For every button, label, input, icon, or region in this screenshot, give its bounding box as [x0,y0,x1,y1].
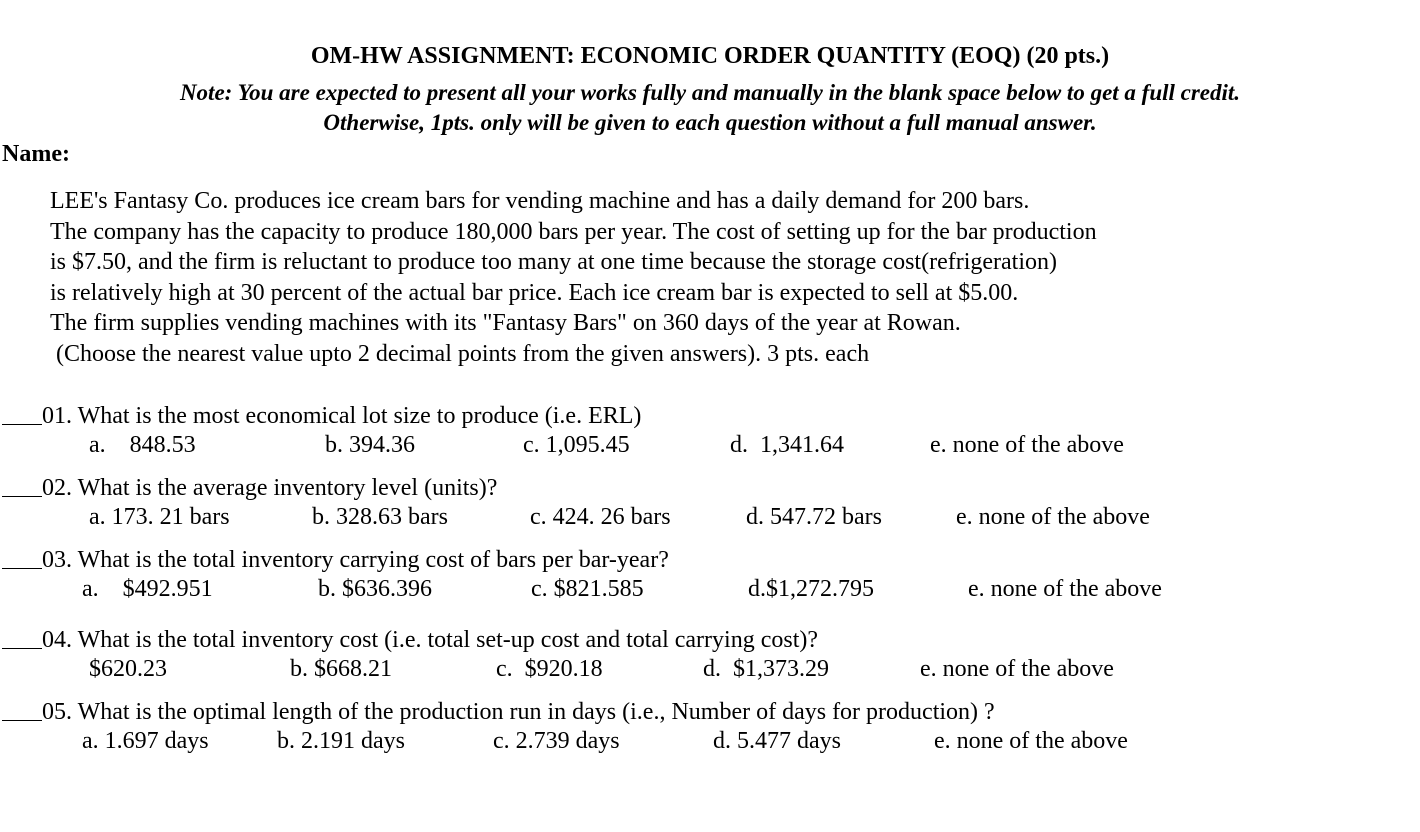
question-04 [0,626,1420,684]
problem-statement-line: The company has the capacity to produce 180,000 bars per year. The cost of setting up for the bar production [50,218,1097,245]
page-title: OM-HW ASSIGNMENT: ECONOMIC ORDER QUANTITY (EOQ) (20 pts.) [310,43,1110,69]
question-text: 03. What is the total inventory carrying cost of bars per bar-year? [42,547,669,573]
option-d: d. 1,341.64 [730,432,844,458]
instruction-note-line-1: Note: You are expected to present all your works fully and manually in the blank space below to get a full credit. [179,80,1241,105]
problem-statement [50,186,1097,369]
option-d: d. $1,373.29 [703,656,829,682]
problem-statement-line: (Choose the nearest value upto 2 decimal points from the given answers). 3 pts. each [50,340,870,367]
problem-statement-line: The firm supplies vending machines with its "Fantasy Bars" on 360 days of the year at Rowan. [50,310,961,336]
option-b: b. 328.63 bars [312,504,448,530]
option-a: a. $492.951 [82,576,213,602]
question-text: 01. What is the most economical lot size to produce (i.e. ERL) [42,403,642,429]
option-d: d. 547.72 bars [746,504,882,530]
name-label: Name: [2,141,70,167]
option-b: b. $668.21 [290,656,392,682]
question-05 [0,698,1420,756]
option-b: b. 2.191 days [277,728,405,754]
answer-options [0,575,1420,604]
option-b: b. 394.36 [325,432,415,458]
option-a: a. 1.697 days [82,728,209,754]
option-e: e. none of the above [930,432,1124,458]
answer-blank[interactable] [2,720,42,721]
option-e: e. none of the above [934,728,1128,754]
option-c: c. 1,095.45 [523,432,630,458]
question-01 [0,402,1420,460]
option-e: e. none of the above [968,576,1162,602]
question-text: 05. What is the optimal length of the production run in days (i.e., Number of days for production) ? [42,699,995,725]
answer-options [0,655,1420,684]
answer-options [0,431,1420,460]
option-c: c. $920.18 [496,656,603,682]
question-text: 02. What is the average inventory level (units)? [42,475,498,501]
option-d: d. 5.477 days [713,728,841,754]
option-b: b. $636.396 [318,576,432,602]
answer-options [0,503,1420,532]
option-a: a. 173. 21 bars [89,504,230,530]
problem-statement-line: is $7.50, and the firm is reluctant to produce too many at one time because the storage cost(refrigeration) [50,249,1057,275]
option-e: e. none of the above [920,656,1114,682]
question-text: 04. What is the total inventory cost (i.e. total set-up cost and total carrying cost)? [42,627,819,653]
question-03 [0,546,1420,604]
answer-blank[interactable] [2,568,42,569]
option-a: a. 848.53 [89,432,196,458]
question-02 [0,474,1420,532]
problem-statement-line: LEE's Fantasy Co. produces ice cream bars for vending machine and has a daily demand for 200 bars. [50,188,1030,214]
option-d: d.$1,272.795 [748,576,874,602]
answer-blank[interactable] [2,648,42,649]
instruction-note-line-2: Otherwise, 1pts. only will be given to each question without a full manual answer. [323,110,1097,135]
answer-options [0,727,1420,756]
option-c: c. 2.739 days [493,728,620,754]
option-c: c. 424. 26 bars [530,504,671,530]
option-c: c. $821.585 [531,576,644,602]
option-e: e. none of the above [956,504,1150,530]
answer-blank[interactable] [2,496,42,497]
option-a: $620.23 [89,656,167,682]
answer-blank[interactable] [2,424,42,425]
problem-statement-line: is relatively high at 30 percent of the actual bar price. Each ice cream bar is expected to sell at $5.00. [50,279,1019,306]
